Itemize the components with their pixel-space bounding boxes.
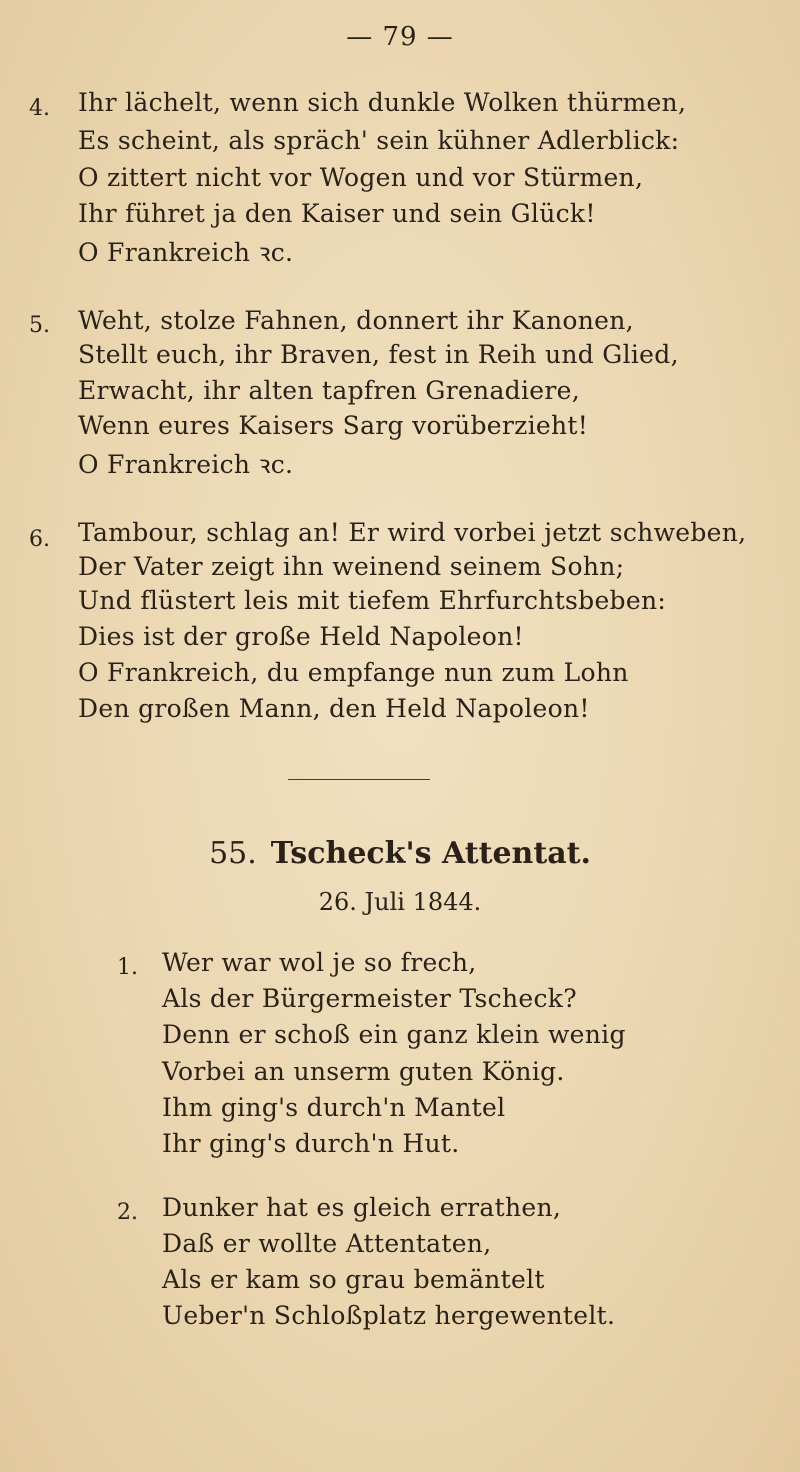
verse-line: Daß er wollte Attentaten, [162, 1229, 492, 1258]
verse-line: Ihr ging's durch'n Hut. [162, 1129, 460, 1158]
song-number: 55. [209, 836, 257, 871]
stanza-number: 4. [29, 96, 50, 121]
verse-line: Ueber'n Schloßplatz hergewentelt. [162, 1301, 616, 1330]
verse-line: O Frankreich, du empfange nun zum Lohn [78, 658, 629, 687]
verse-line: Denn er schoß ein ganz klein wenig [162, 1020, 626, 1049]
verse-line: O zittert nicht vor Wogen und vor Stürmen, [78, 163, 644, 192]
verse-line: Stellt euch, ihr Braven, fest in Reih und Glied, [78, 340, 679, 369]
verse-line: O Frankreich ꝛc. [78, 450, 294, 479]
verse-line: Weht, stolze Fahnen, donnert ihr Kanonen, [78, 306, 634, 335]
page-number: — 79 — [346, 22, 454, 52]
verse-line: Tambour, schlag an! Er wird vorbei jetzt schweben, [78, 518, 747, 547]
song-title-text: Tscheck's Attentat. [270, 836, 591, 871]
verse-line: Ihr lächelt, wenn sich dunkle Wolken thürmen, [78, 88, 687, 117]
verse-line: Ihr führet ja den Kaiser und sein Glück! [78, 199, 596, 228]
verse-line: Erwacht, ihr alten tapfren Grenadiere, [78, 376, 580, 405]
stanza-number: 1. [117, 955, 138, 980]
verse-line: Als er kam so grau bemäntelt [162, 1265, 545, 1294]
verse-line: Dunker hat es gleich errathen, [162, 1193, 562, 1222]
song-date: 26. Juli 1844. [318, 888, 482, 916]
verse-line: Dies ist der große Held Napoleon! [78, 622, 524, 651]
verse-line: Vorbei an unserm guten König. [162, 1057, 565, 1086]
verse-line: Und flüstert leis mit tiefem Ehrfurchtsbeben: [78, 586, 667, 615]
stanza-number: 5. [29, 313, 50, 338]
verse-line: Wenn eures Kaisers Sarg vorüberzieht! [78, 411, 589, 440]
verse-line: O Frankreich ꝛc. [78, 238, 294, 267]
verse-line: Wer war wol je so frech, [162, 948, 477, 977]
verse-line: Es scheint, als spräch' sein kühner Adlerblick: [78, 126, 680, 155]
verse-line: Als der Bürgermeister Tscheck? [162, 984, 577, 1013]
section-divider [288, 779, 430, 780]
stanza-number: 2. [117, 1200, 138, 1225]
song-title [0, 836, 800, 871]
verse-line: Ihm ging's durch'n Mantel [162, 1093, 506, 1122]
verse-line: Den großen Mann, den Held Napoleon! [78, 694, 590, 723]
stanza-number: 6. [29, 527, 50, 552]
verse-line: Der Vater zeigt ihn weinend seinem Sohn; [78, 552, 625, 581]
